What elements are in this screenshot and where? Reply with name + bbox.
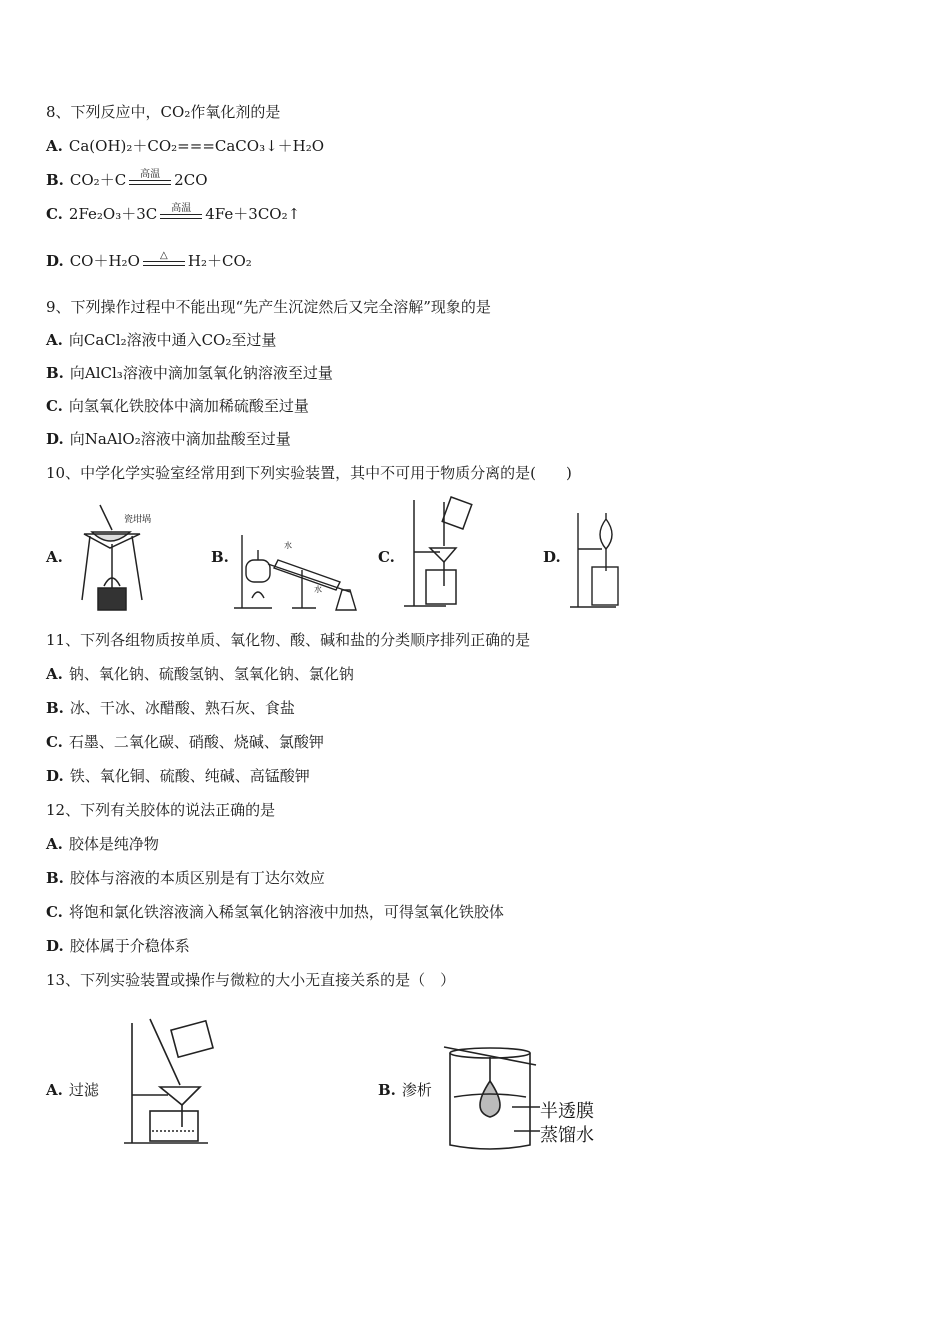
q10-figure-a-letter[interactable]: A.	[46, 548, 63, 566]
option-letter: B.	[46, 364, 64, 382]
equation-left: CO₂＋C	[69, 171, 127, 189]
q11-option-b[interactable]	[46, 698, 295, 718]
q13-option-a[interactable]	[46, 1080, 99, 1100]
equation-left: 2Fe₂O₃＋3C	[68, 205, 158, 223]
equation-left: CO＋H₂O	[69, 252, 140, 270]
water-in-label: 水	[284, 541, 292, 550]
option-text: 铁、氧化铜、硫酸、纯碱、高锰酸钾	[69, 767, 310, 785]
q9-option-d[interactable]	[46, 429, 291, 449]
option-letter: D.	[46, 767, 64, 785]
q13-option-b[interactable]	[378, 1080, 432, 1100]
option-letter: C.	[46, 733, 63, 751]
reaction-condition: 高温	[158, 205, 204, 225]
separatory-funnel-figure	[566, 505, 626, 613]
option-letter: C.	[46, 397, 63, 415]
water-out-label: 水	[314, 585, 322, 594]
reaction-condition: 高温	[127, 171, 173, 191]
option-letter: A.	[46, 835, 63, 853]
option-letter: C.	[46, 205, 63, 223]
option-text: 向CaCl₂溶液中通入CO₂至过量	[68, 331, 277, 349]
q12-option-b[interactable]	[46, 868, 325, 888]
option-text: 胶体与溶液的本质区别是有丁达尔效应	[69, 869, 325, 887]
q11-option-a[interactable]	[46, 664, 354, 684]
q8-option-a[interactable]	[46, 136, 324, 156]
q9-stem: 9、下列操作过程中不能出现“先产生沉淀然后又完全溶解”现象的是	[46, 298, 491, 316]
q11-stem: 11、下列各组物质按单质、氧化物、酸、碱和盐的分类顺序排列正确的是	[46, 631, 531, 649]
q9-option-b[interactable]	[46, 363, 333, 383]
option-letter: A.	[46, 331, 63, 349]
q10-figure-c-letter[interactable]: C.	[378, 548, 395, 566]
option-text: 胶体属于介稳体系	[69, 937, 190, 955]
q8-stem: 8、下列反应中，CO₂作氧化剂的是	[46, 103, 281, 121]
q13-stem: 13、下列实验装置或操作与微粒的大小无直接关系的是（ ）	[46, 971, 456, 989]
q9-option-a[interactable]	[46, 330, 276, 350]
option-caption: 渗析	[401, 1081, 432, 1099]
option-text: Ca(OH)₂＋CO₂===CaCO₃↓＋H₂O	[68, 137, 325, 155]
option-letter: B.	[46, 699, 64, 717]
q12-option-d[interactable]	[46, 936, 190, 956]
q10-figure-b-letter[interactable]: B.	[211, 548, 229, 566]
crucible-label: 瓷坩埚	[124, 515, 152, 525]
q12-stem: 12、下列有关胶体的说法正确的是	[46, 801, 276, 819]
semipermeable-membrane-label: 半透膜	[540, 1101, 594, 1122]
q12-option-c[interactable]	[46, 902, 504, 922]
q10-stem: 10、中学化学实验室经常用到下列实验装置，其中不可用于物质分离的是( )	[46, 464, 572, 482]
q8-option-c[interactable]	[46, 204, 300, 225]
filtration-apparatus-figure	[120, 1015, 220, 1149]
option-letter: B.	[46, 869, 64, 887]
option-text: 石墨、二氧化碳、硝酸、烧碱、氯酸钾	[68, 733, 324, 751]
equation-right: 2CO	[174, 171, 208, 189]
q8-option-d[interactable]	[46, 251, 252, 272]
option-letter: B.	[46, 171, 64, 189]
option-caption: 过滤	[68, 1081, 99, 1099]
equation-right: 4Fe＋3CO₂↑	[205, 205, 301, 223]
option-text: 将饱和氯化铁溶液滴入稀氢氧化钠溶液中加热，可得氢氧化铁胶体	[68, 903, 504, 921]
option-text: 向NaAlO₂溶液中滴加盐酸至过量	[69, 430, 291, 448]
equation-right: H₂＋CO₂	[187, 252, 252, 270]
option-letter: D.	[46, 937, 64, 955]
q9-option-c[interactable]	[46, 396, 309, 416]
q10-figure-d-letter[interactable]: D.	[543, 548, 561, 566]
option-letter: D.	[46, 252, 64, 270]
dialysis-figure	[440, 1045, 620, 1153]
option-letter: C.	[46, 903, 63, 921]
option-text: 向氢氧化铁胶体中滴加稀硫酸至过量	[68, 397, 309, 415]
option-text: 胶体是纯净物	[68, 835, 159, 853]
option-letter: D.	[46, 430, 64, 448]
crucible-heating-figure	[70, 500, 165, 612]
reaction-condition: △	[141, 252, 187, 272]
distillation-figure	[232, 530, 362, 614]
option-letter: A.	[46, 137, 63, 155]
q11-option-d[interactable]	[46, 766, 310, 786]
option-letter: A.	[46, 1081, 63, 1099]
option-letter: B.	[378, 1081, 396, 1099]
distilled-water-label: 蒸馏水	[540, 1125, 594, 1146]
q8-option-b[interactable]	[46, 170, 208, 191]
q12-option-a[interactable]	[46, 834, 159, 854]
option-text: 向AlCl₃溶液中滴加氢氧化钠溶液至过量	[69, 364, 333, 382]
option-text: 钠、氧化钠、硫酸氢钠、氢氧化钠、氯化钠	[68, 665, 354, 683]
q11-option-c[interactable]	[46, 732, 324, 752]
option-text: 冰、干冰、冰醋酸、熟石灰、食盐	[69, 699, 295, 717]
filtration-figure	[400, 496, 475, 612]
option-letter: A.	[46, 665, 63, 683]
